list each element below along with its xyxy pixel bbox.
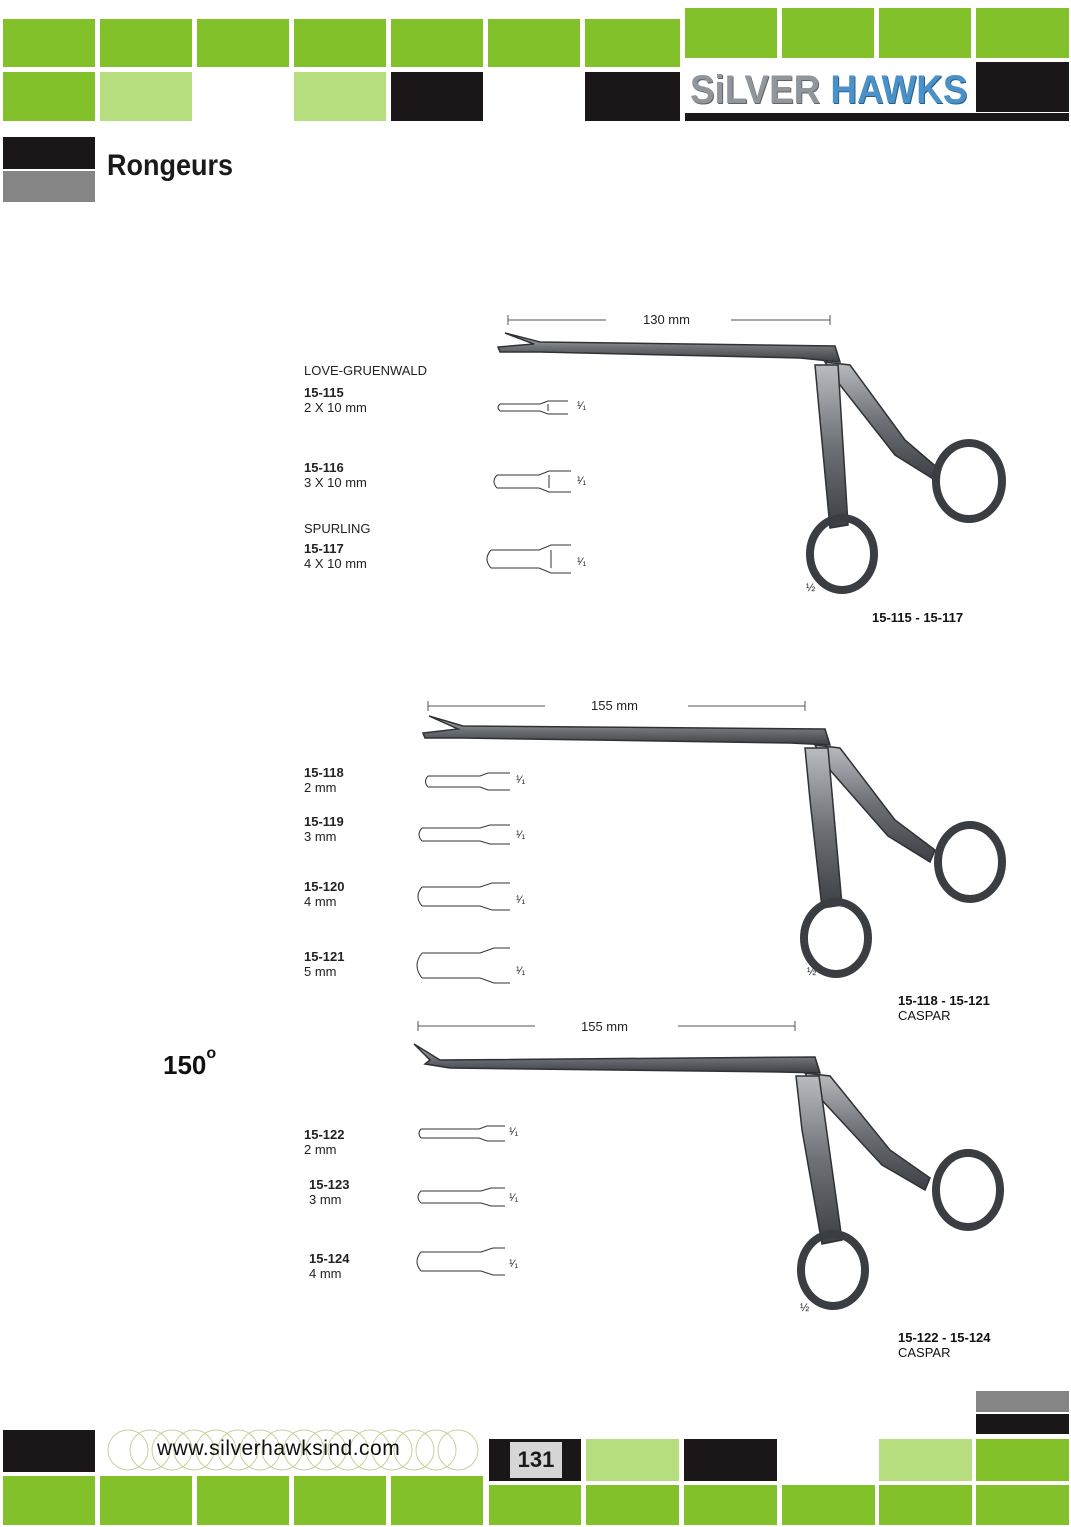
product-code: 15-116 [304, 460, 344, 475]
product-range-name: CASPAR [898, 1345, 951, 1360]
product-size: 4 mm [309, 1266, 342, 1281]
product-range-codes: 15-122 - 15-124 [898, 1330, 991, 1345]
product-size: 2 X 10 mm [304, 400, 367, 415]
scale-label: ¹⁄₁ [516, 774, 526, 786]
product-family-label: LOVE-GRUENWALD [304, 363, 428, 378]
product-range-codes: 15-115 - 15-117 [872, 610, 964, 625]
scale-label: ¹⁄₁ [516, 894, 526, 906]
product-code: 15-115 [304, 385, 344, 400]
dimension-label: 155 mm [591, 698, 638, 713]
product-family-label: SPURLING [304, 521, 371, 536]
product-size: 3 X 10 mm [304, 475, 367, 490]
product-range-codes: 15-118 - 15-121 [898, 993, 990, 1008]
degree-symbol: o [206, 1045, 217, 1063]
scale-label: ¹⁄₁ [509, 1126, 519, 1138]
instrument-scale-label: ½ [800, 1302, 810, 1314]
product-code: 15-117 [304, 541, 344, 556]
instrument-scale-label: ½ [806, 582, 816, 594]
product-code: 15-124 [309, 1251, 350, 1266]
product-code: 15-121 [304, 949, 345, 964]
product-size: 3 mm [304, 829, 337, 844]
product-size: 2 mm [304, 780, 337, 795]
product-size: 2 mm [304, 1142, 337, 1157]
instrument-scale-label: ½ [807, 966, 817, 978]
website-link[interactable]: www.silverhawksind.com [157, 1437, 401, 1460]
brand-logo-hawks: HAWKS [820, 68, 968, 112]
dimension-label: 130 mm [643, 312, 690, 327]
scale-label: ¹⁄₁ [509, 1258, 519, 1270]
section-title: Rongeurs [107, 149, 234, 182]
scale-label: ¹⁄₁ [516, 965, 526, 977]
product-range-name: CASPAR [898, 1008, 951, 1023]
product-code: 15-123 [309, 1177, 350, 1192]
angle-value: 150 [163, 1050, 207, 1080]
product-size: 3 mm [309, 1192, 342, 1207]
scale-label: ¹⁄₁ [509, 1192, 519, 1204]
product-size: 4 mm [304, 894, 337, 909]
product-code: 15-119 [304, 814, 344, 829]
scale-label: ¹⁄₁ [577, 556, 587, 568]
scale-label: ¹⁄₁ [577, 400, 587, 412]
dimension-label: 155 mm [581, 1019, 628, 1034]
page-number: 131 [510, 1442, 562, 1478]
product-size: 5 mm [304, 964, 337, 979]
product-code: 15-118 [304, 765, 344, 780]
product-code: 15-122 [304, 1127, 345, 1142]
scale-label: ¹⁄₁ [577, 475, 587, 487]
product-size: 4 X 10 mm [304, 556, 367, 571]
brand-logo-silver: SiLVER [690, 68, 821, 112]
scale-label: ¹⁄₁ [516, 829, 526, 841]
product-code: 15-120 [304, 879, 345, 894]
